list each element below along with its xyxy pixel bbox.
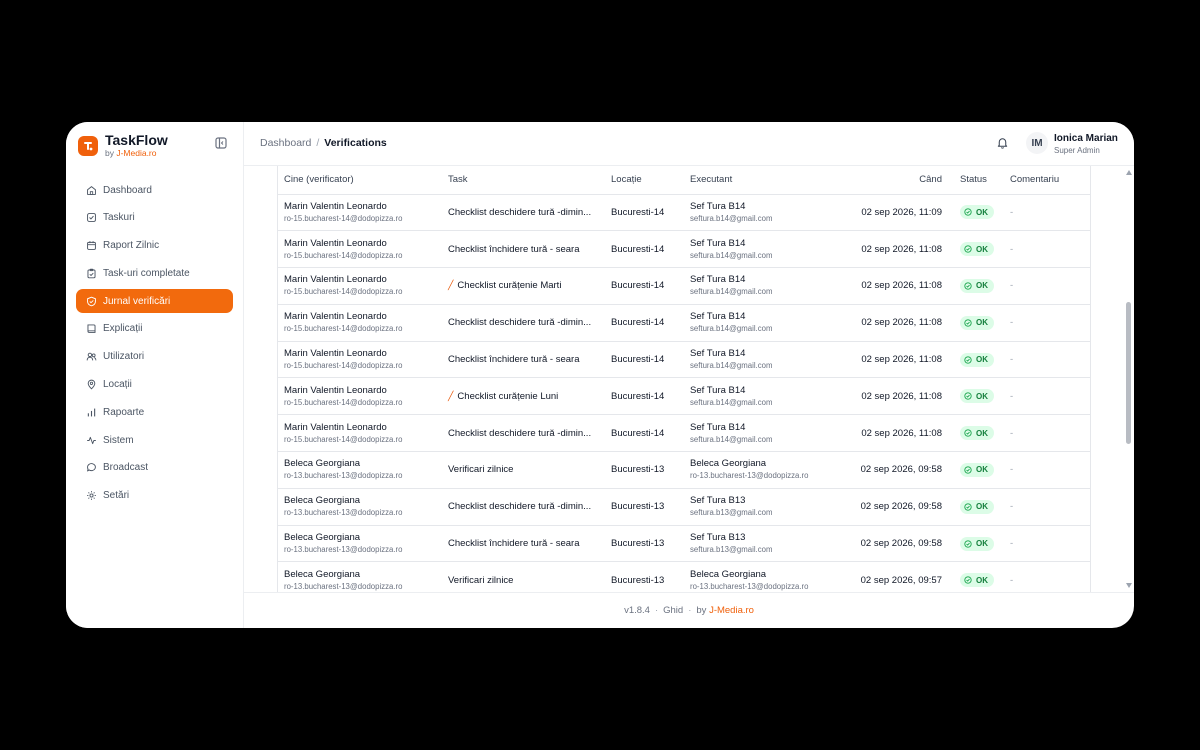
task-name: Checklist închidere tură - seara: [448, 243, 580, 255]
status-badge: [960, 242, 994, 256]
cell-location: Bucuresti-14: [605, 415, 684, 452]
verifier-name: Marin Valentin Leonardo: [284, 311, 387, 323]
bar-chart-icon: [86, 407, 97, 418]
sidebar-item-9[interactable]: [76, 428, 233, 452]
verifier-email: ro-13.bucharest-13@dodopizza.ro: [284, 508, 403, 518]
cell-status: [954, 378, 1004, 415]
status-label: OK: [976, 207, 988, 217]
cell-status: [954, 194, 1004, 231]
column-header-who[interactable]: Cine (verificator): [278, 166, 442, 194]
executant-email: seftura.b13@gmail.com: [690, 508, 773, 518]
status-badge: [960, 500, 994, 514]
cell-task[interactable]: [442, 378, 605, 415]
column-header-when[interactable]: Când: [816, 166, 954, 194]
status-label: OK: [976, 355, 988, 365]
status-label: OK: [976, 575, 988, 585]
cell-status: [954, 562, 1004, 592]
status-badge: [960, 426, 994, 440]
cell-comment: -: [1004, 562, 1090, 592]
cell-who: [278, 378, 442, 415]
table-row[interactable]: [278, 488, 1090, 525]
cell-status: [954, 525, 1004, 562]
sidebar-item-6[interactable]: [76, 345, 233, 369]
calendar-icon: [86, 240, 97, 251]
table-row[interactable]: [278, 194, 1090, 231]
status-label: OK: [976, 244, 988, 254]
task-name: Checklist curățenie Luni: [457, 390, 559, 402]
check-circle-icon: [964, 245, 972, 253]
status-badge: [960, 463, 994, 477]
cell-who: [278, 231, 442, 268]
cell-location: Bucuresti-13: [605, 562, 684, 592]
cell-when: 02 sep 2026, 11:08: [816, 304, 954, 341]
status-label: OK: [976, 539, 988, 549]
cell-comment: -: [1004, 488, 1090, 525]
user-name[interactable]: Ionica Marian: [1054, 133, 1118, 144]
sidebar-item-label: Task-uri completate: [103, 267, 190, 279]
footer-brand-link[interactable]: J-Media.ro: [709, 605, 754, 616]
footer-version: v1.8.4: [624, 605, 650, 616]
sidebar-item-label: Jurnal verificări: [103, 295, 171, 307]
avatar[interactable]: IM: [1026, 132, 1048, 154]
task-name: Checklist curățenie Marti: [457, 280, 562, 292]
column-header-location[interactable]: Locație: [605, 166, 684, 194]
table-row[interactable]: [278, 231, 1090, 268]
executant-name: Sef Tura B13: [690, 495, 746, 507]
cell-location: Bucuresti-14: [605, 378, 684, 415]
task-name: Checklist închidere tură - seara: [448, 354, 580, 366]
executant-email: seftura.b14@gmail.com: [690, 324, 773, 334]
column-header-executant[interactable]: Executant: [684, 166, 816, 194]
cell-status: [954, 268, 1004, 305]
check-circle-icon: [964, 576, 972, 584]
executant-email: seftura.b13@gmail.com: [690, 545, 773, 555]
cell-comment: -: [1004, 268, 1090, 305]
book-icon: [86, 323, 97, 334]
cell-comment: -: [1004, 378, 1090, 415]
verifier-email: ro-13.bucharest-13@dodopizza.ro: [284, 581, 403, 591]
status-label: OK: [976, 465, 988, 475]
cell-executant: [684, 452, 816, 489]
verifier-email: ro-15.bucharest-14@dodopizza.ro: [284, 213, 403, 223]
status-badge: [960, 205, 994, 219]
executant-email: seftura.b14@gmail.com: [690, 287, 773, 297]
cell-when: 02 sep 2026, 11:08: [816, 268, 954, 305]
table-row[interactable]: [278, 525, 1090, 562]
task-name: Verificari zilnice: [448, 464, 514, 476]
sidebar-item-label: Raport Zilnic: [103, 240, 160, 252]
verifier-email: ro-15.bucharest-14@dodopizza.ro: [284, 361, 403, 371]
cell-executant: [684, 304, 816, 341]
cell-location: Bucuresti-14: [605, 304, 684, 341]
column-header-status[interactable]: Status: [954, 166, 1004, 194]
executant-email: seftura.b14@gmail.com: [690, 434, 773, 444]
cell-who: [278, 562, 442, 592]
cell-who: [278, 525, 442, 562]
cell-who: [278, 304, 442, 341]
cell-location: Bucuresti-14: [605, 194, 684, 231]
cell-status: [954, 231, 1004, 268]
check-circle-icon: [964, 356, 972, 364]
executant-name: Sef Tura B14: [690, 384, 746, 396]
cell-comment: -: [1004, 231, 1090, 268]
executant-name: Beleca Georgiana: [690, 568, 767, 580]
cell-comment: -: [1004, 415, 1090, 452]
brand[interactable]: [78, 133, 168, 158]
cell-who: [278, 452, 442, 489]
verifier-name: Marin Valentin Leonardo: [284, 274, 387, 286]
content-scrollbar[interactable]: [1124, 166, 1134, 592]
cell-executant: [684, 378, 816, 415]
task-name: Checklist închidere tură - seara: [448, 538, 580, 550]
table-row[interactable]: [278, 562, 1090, 592]
verifications-table-card: [277, 166, 1091, 592]
sidebar-collapse-icon[interactable]: [215, 137, 227, 149]
cell-task[interactable]: [442, 304, 605, 341]
executant-email: seftura.b14@gmail.com: [690, 397, 773, 407]
task-name: Checklist deschidere tură -dimin...: [448, 206, 592, 218]
cell-executant: [684, 525, 816, 562]
cell-when: 02 sep 2026, 09:57: [816, 562, 954, 592]
footer-dot: ·: [654, 605, 659, 616]
executant-name: Beleca Georgiana: [690, 458, 767, 470]
executant-name: Sef Tura B14: [690, 348, 746, 360]
sidebar-item-8[interactable]: [76, 400, 233, 424]
footer-guide-link[interactable]: Ghid: [663, 605, 684, 616]
executant-name: Sef Tura B13: [690, 532, 746, 544]
executant-email: ro-13.bucharest-13@dodopizza.ro: [690, 471, 809, 481]
cell-location: Bucuresti-13: [605, 488, 684, 525]
cell-location: Bucuresti-13: [605, 525, 684, 562]
verifier-name: Beleca Georgiana: [284, 495, 361, 507]
table-row[interactable]: [278, 415, 1090, 452]
verifier-name: Marin Valentin Leonardo: [284, 384, 387, 396]
verifier-name: Marin Valentin Leonardo: [284, 200, 387, 212]
verifier-email: ro-13.bucharest-13@dodopizza.ro: [284, 545, 403, 555]
cell-who: [278, 341, 442, 378]
cell-executant: [684, 341, 816, 378]
cell-when: 02 sep 2026, 11:09: [816, 194, 954, 231]
cell-task[interactable]: [442, 562, 605, 592]
scroll-down-arrow-icon[interactable]: [1126, 583, 1132, 588]
brand-by-link: J-Media.ro: [116, 148, 157, 158]
sidebar-item-7[interactable]: [76, 373, 233, 397]
breadcrumb-separator: /: [316, 137, 320, 149]
cell-who: [278, 194, 442, 231]
breadcrumb-current: Verifications: [324, 137, 387, 149]
executant-email: ro-13.bucharest-13@dodopizza.ro: [690, 581, 809, 591]
task-name: Checklist deschidere tură -dimin...: [448, 427, 592, 439]
check-circle-icon: [964, 392, 972, 400]
sidebar-item-3[interactable]: [76, 261, 233, 285]
verifier-email: ro-15.bucharest-14@dodopizza.ro: [284, 287, 403, 297]
cell-task[interactable]: [442, 194, 605, 231]
table-row[interactable]: [278, 341, 1090, 378]
cell-comment: -: [1004, 304, 1090, 341]
cell-comment: -: [1004, 341, 1090, 378]
sidebar-item-label: Taskuri: [103, 212, 135, 224]
executant-email: seftura.b14@gmail.com: [690, 361, 773, 371]
verifier-email: ro-15.bucharest-14@dodopizza.ro: [284, 434, 403, 444]
cell-task[interactable]: [442, 525, 605, 562]
status-badge: [960, 537, 994, 551]
check-circle-icon: [964, 466, 972, 474]
sidebar-item-label: Utilizatori: [103, 351, 145, 363]
shield-check-icon: [86, 296, 97, 307]
sidebar-item-label: Explicații: [103, 323, 143, 335]
table-header-row: [278, 166, 1090, 194]
breadcrumb-dashboard[interactable]: Dashboard: [260, 137, 312, 149]
verifier-name: Marin Valentin Leonardo: [284, 237, 387, 249]
topbar: [244, 122, 1134, 166]
cell-location: Bucuresti-14: [605, 341, 684, 378]
cell-task[interactable]: [442, 268, 605, 305]
pencil-icon: ╱: [448, 280, 454, 291]
brand-name: TaskFlow: [105, 132, 168, 148]
cell-who: [278, 415, 442, 452]
users-icon: [86, 351, 97, 362]
executant-name: Sef Tura B14: [690, 274, 746, 286]
verifier-name: Marin Valentin Leonardo: [284, 421, 387, 433]
verifier-email: ro-15.bucharest-14@dodopizza.ro: [284, 324, 403, 334]
task-name: Verificari zilnice: [448, 574, 514, 586]
cell-executant: [684, 231, 816, 268]
sidebar-item-label: Broadcast: [103, 462, 149, 474]
check-circle-icon: [964, 319, 972, 327]
user-role: Super Admin: [1054, 146, 1100, 155]
sidebar-item-11[interactable]: [76, 484, 233, 508]
breadcrumb: [260, 137, 387, 149]
executant-name: Sef Tura B14: [690, 200, 746, 212]
message-icon: [86, 462, 97, 473]
check-circle-icon: [964, 429, 972, 437]
status-badge: [960, 353, 994, 367]
cell-location: Bucuresti-14: [605, 268, 684, 305]
executant-email: seftura.b14@gmail.com: [690, 250, 773, 260]
sidebar-item-1[interactable]: [76, 206, 233, 230]
cell-task[interactable]: [442, 341, 605, 378]
gear-icon: [86, 490, 97, 501]
cell-when: 02 sep 2026, 11:08: [816, 415, 954, 452]
verifier-name: Beleca Georgiana: [284, 458, 361, 470]
footer: [244, 592, 1134, 628]
column-header-comment[interactable]: Comentariu: [1004, 166, 1090, 194]
brand-by: by: [105, 148, 117, 158]
cell-executant: [684, 194, 816, 231]
status-label: OK: [976, 502, 988, 512]
task-name: Checklist deschidere tură -dimin...: [448, 501, 592, 513]
verifier-name: Beleca Georgiana: [284, 568, 361, 580]
cell-when: 02 sep 2026, 09:58: [816, 525, 954, 562]
cell-when: 02 sep 2026, 09:58: [816, 488, 954, 525]
taskflow-logo-icon: [78, 136, 98, 156]
status-badge: [960, 316, 994, 330]
check-circle-icon: [964, 540, 972, 548]
cell-status: [954, 304, 1004, 341]
executant-email: seftura.b14@gmail.com: [690, 213, 773, 223]
sidebar-item-label: Locații: [103, 379, 132, 391]
app-window: [66, 122, 1134, 628]
bell-icon[interactable]: [996, 136, 1009, 149]
sidebar-item-0[interactable]: [76, 178, 233, 202]
clipboard-check-icon: [86, 268, 97, 279]
cell-location: Bucuresti-13: [605, 452, 684, 489]
column-header-task[interactable]: Task: [442, 166, 605, 194]
verifier-name: Marin Valentin Leonardo: [284, 348, 387, 360]
cell-status: [954, 415, 1004, 452]
sidebar-item-label: Rapoarte: [103, 406, 145, 418]
executant-name: Sef Tura B14: [690, 237, 746, 249]
verifier-email: ro-15.bucharest-14@dodopizza.ro: [284, 397, 403, 407]
cell-when: 02 sep 2026, 09:58: [816, 452, 954, 489]
verifications-content: [244, 166, 1134, 592]
verifier-name: Beleca Georgiana: [284, 532, 361, 544]
cell-task[interactable]: [442, 231, 605, 268]
sidebar-item-label: Sistem: [103, 434, 134, 446]
cell-status: [954, 341, 1004, 378]
cell-comment: -: [1004, 194, 1090, 231]
status-badge: [960, 573, 994, 587]
check-circle-icon: [964, 503, 972, 511]
table-row[interactable]: [278, 378, 1090, 415]
map-pin-icon: [86, 379, 97, 390]
sidebar-item-5[interactable]: [76, 317, 233, 341]
status-label: OK: [976, 391, 988, 401]
status-label: OK: [976, 428, 988, 438]
verifier-email: ro-15.bucharest-14@dodopizza.ro: [284, 250, 403, 260]
sidebar-item-label: Setări: [103, 490, 130, 502]
status-badge: [960, 279, 994, 293]
sidebar-nav: [76, 178, 233, 512]
cell-when: 02 sep 2026, 11:08: [816, 341, 954, 378]
sidebar-item-4[interactable]: [76, 289, 233, 313]
sidebar-item-label: Dashboard: [103, 184, 152, 196]
table-row[interactable]: [278, 268, 1090, 305]
cell-location: Bucuresti-14: [605, 231, 684, 268]
sidebar: [66, 122, 244, 628]
table-row[interactable]: [278, 452, 1090, 489]
status-label: OK: [976, 281, 988, 291]
cell-executant: [684, 562, 816, 592]
status-label: OK: [976, 318, 988, 328]
executant-name: Sef Tura B14: [690, 311, 746, 323]
home-icon: [86, 185, 97, 196]
cell-executant: [684, 268, 816, 305]
footer-by: by: [696, 605, 707, 616]
cell-task[interactable]: [442, 415, 605, 452]
pencil-icon: ╱: [448, 390, 454, 401]
cell-executant: [684, 488, 816, 525]
sidebar-item-2[interactable]: [76, 234, 233, 258]
task-name: Checklist deschidere tură -dimin...: [448, 317, 592, 329]
cell-when: 02 sep 2026, 11:08: [816, 378, 954, 415]
scroll-thumb[interactable]: [1126, 302, 1131, 444]
footer-dot: ·: [688, 605, 692, 616]
cell-status: [954, 452, 1004, 489]
cell-comment: -: [1004, 452, 1090, 489]
verifications-table: [278, 166, 1090, 592]
cell-executant: [684, 415, 816, 452]
scroll-up-arrow-icon[interactable]: [1126, 170, 1132, 175]
activity-icon: [86, 435, 97, 446]
cell-task[interactable]: [442, 488, 605, 525]
table-row[interactable]: [278, 304, 1090, 341]
cell-when: 02 sep 2026, 11:08: [816, 231, 954, 268]
sidebar-item-10[interactable]: [76, 456, 233, 480]
status-badge: [960, 389, 994, 403]
brand-subtitle: [105, 148, 168, 158]
cell-comment: -: [1004, 525, 1090, 562]
cell-status: [954, 488, 1004, 525]
executant-name: Sef Tura B14: [690, 421, 746, 433]
cell-who: [278, 268, 442, 305]
verifier-email: ro-13.bucharest-13@dodopizza.ro: [284, 471, 403, 481]
check-circle-icon: [964, 208, 972, 216]
checkbox-icon: [86, 212, 97, 223]
cell-who: [278, 488, 442, 525]
cell-task[interactable]: [442, 452, 605, 489]
check-circle-icon: [964, 282, 972, 290]
